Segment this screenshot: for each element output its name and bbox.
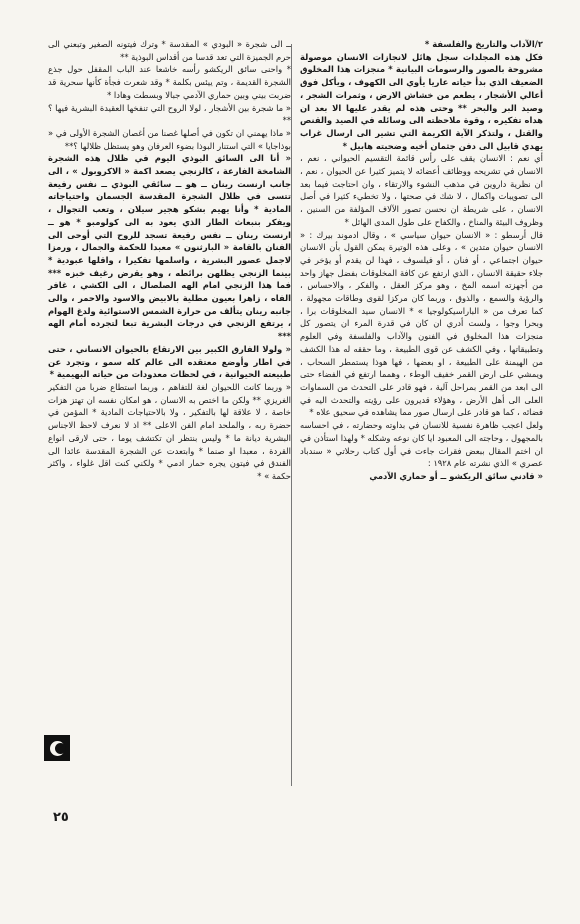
page-number: ٢٥ — [53, 810, 69, 825]
paragraph: أي نعم : الانسان يقف على رأس قائمة التقسيم الحيواني ، نعم ، الانسان في تشريحه ووظائف أعضائه لا يتميز كثيرا عن الحيوان ، نعم ، ان نظرية داروين في مذهب النشوء والارتقاء ، وان احتاجت فيما بعد الى تصويبات واكمال ، لا شك في صحتها ، ولا تخطيء كثيرا في أصل الانسان ، على شريطة ان نحسن تصور الآلاف المؤلفة من السنين ، وظروف البيئة والمناخ ، والكفاح على طول المدى الهائل * — [300, 153, 543, 227]
paragraph: فكل هذه المجلدات سجل هائل لانجازات الانسان موصولة مشروحة بالصور والرسومات البيانية * منجزات هذا المخلوق الضعيف الذي بدأ حياته عاريا يأوي الى الكهوف ، ويأكل فوق أعالي الأشجار ، يطعم من خشاش الارض ، وثمرات الشجر ، وصيد البر والبحر ** وحتى هذه لم يقدر عليها الا بعد ان هداه تفكيره ، وقوة ملاحظته الى وسائله في الصيد والقنص والقتل ، ولتذكر الآية الكريمة التي تشير الى ارسال غراب يهدي قابيل الى دفن جثمان أخيه وضحيته هابيل * — [300, 51, 543, 151]
paragraph: ــ الى شجرة « البودي » المقدسة * وترك فيتونه الصغير وتبعني الى حرم الجميزة التي تعد قدسا من أقداس البوذية ** — [48, 39, 291, 62]
paragraph: « ماذا يهمني ان تكون في أصلها غصنا من أغصان الشجرة الأولى في « بوذاجايا » التي استنار البوذا بضوء العرفان وهو يستظل ظلالها ؟** — [48, 127, 291, 151]
paragraph: « وربما كانت اللحيوان لغة للتفاهم ، وربما استطاع ضربا من التفكير الغريزي ** ولكن ما اختص به الانسان ، هو امكان نفسه ان تهتز هزات خاصة ، لا علاقة لها بالتفكير ، ولا بالاحتياجات المادية * المؤمن في حضرة ربه ، والملحد امام الفن الاعلى ** اذ لا نعرف لاحظ الاجناس البشرية ديانة ما * وليس بنتظر ان تكتشف يوما ، حتى لارقى انواع القردة ، معبدا او صنما * وابتعدت عن الشجرة المقدسة عائدا الى الفندق في فيتون يجره حمار ادمي * ولكني كنت اقل غلواء ، واكثر حكمة » * — [48, 381, 291, 481]
crescent-logo-icon — [44, 735, 70, 761]
right-column — [300, 38, 543, 483]
paragraph: ٢/الآداب والتاريخ والفلسفة * — [424, 39, 543, 49]
paragraph: « قادني سائق الريكشو ــ أو حماري الآدمي — [369, 470, 543, 481]
paragraph: « ما شجرة بين الأشجار ، لولا الروح التي تنفخها العقيدة البشرية فيها ؟** — [48, 102, 291, 126]
paragraph: ولعل اعجب ظاهرة نفسية للانسان في بداوته وحضارته ، في احساسه بالمجهول ، وحاجته الى المعبود ايا كان نوعه وشكله * ولهذا استأذن في ان اختم المقال ببعض فقرات جاءت في أول كتاب رحلاتي « سندباد عصري » الذي نشرته عام ١٩٢٨ : — [300, 420, 543, 469]
paragraph: * واحنى سائق الريكشو رأسه خاشعا عند الباب المقفل حول جذع الشجرة القديمة ، وتم ييئس بكلمة * وقد شعرت فجأة كأنها سحرية قد ضربت بيني وبين حماري الآدمي جبالا وبسطت وهادا * — [48, 64, 291, 100]
paragraph: « أنا الى السائق البوذي اليوم في ظلال هذه الشجرة الشامخة الفارعة ، كالزنجي يصعد اكمة « الاكروبول » ، الى جانب ارنست رينان ــ هو ــ سائقي البوذي ــ نفس رفيعة تتسى في ظلال الشجرة المقدسة الجسمان واحتياجاته المادية * وأنا يهيم بشكو هجير سيلان ، وتعب التجوال ، ويفكر بنبعاث الطار الذي يعود به الى كولومبو * هو ــ ارنست رينان ــ نفس رفيعة تسجد للروح التي أوحى الى الفنان بالقامة « البارثنون » معبدا للحكمة والجمال ، ورمزا لاجمل عصور البشرية ، واسلمها تفكيرا ، واقلها عبودية * بينما الزنجي يظلهن برائطه ، وهو يقرض رغيف خبزه *** فما هذا الزنجي امام الهه الصلصال ، الى الكشي ، غافر الفاه ، زاهرا بعيون مطلية بالابيض والاسود والاحمر ، والى جانبه رينان يتألف من حرارة الشمس الاستوائية ولدغ الهوام ، يرتفع الزنجي في درجات البشرية تبعا لتجرده أمام الهه *** — [48, 153, 291, 342]
paragraph: قال أرسطو : « الانسان حيوان سياسي » ، وقال ادموند بيرك : « الانسان حيوان متدين » ، وعلى هذه الوتيرة يمكن القول بأن الانسان حيوان اجتماعي ، أو فنان ، أو فيلسوف ، فهذا لن يقدم أو يؤخر في جلاء حقيقة الانسان ، الذي ارتفع عن كافة المخلوقات بفضل جهاز واحد من أجهزته اسمه المخ ، وهو مركز العقل ، والفكر ، والاحساس ، والرؤية والسمع ، والذوق ، وربما كان مركزا لقوى وطاقات مجهولة ، كما تعرف من « الباراسيكولوجيا » * الانسان سيد المخلوقات برا ، وبحرا وجوا ، ولست أدري ان كان في قدرة المرء ان يتصور كل منجزات هذا المخلوق في الفنون والآداب والفلسفة وفي العلوم وتطبيقاتها ، وفي الكشف عن قوى الطبيعة ، وما حققه له هذا الكشف من الهيمنة على الطبيعة ، او بعضها ، فها هوذا يستمطر السحاب ، ويمشي على ارض القمر خفيف الوطء ، وهمما ارتفع في الفضاء حتى الى ابعد من القمر بمراحل آلية ، فهو قادر على التحدث من السماوات العلى الى أهل الأرض ، وهؤلاء قديرون على رؤيته والتحدث اليه في فضائه ، كما هو قادر على ارسال صور مما يشاهده في سحيق علاه * — [300, 229, 543, 418]
paragraph: « ولولا الفارق الكبير بين الارتقاع بالحيوان الانساني ، حتى في اطار وأوضع معتقده الى عالم كله سمو ، وتجرد عن طبيعته الحيوانية ، في لحظات معدودات من حياته البهيمية * — [48, 343, 291, 380]
column-divider — [291, 44, 292, 786]
left-column — [48, 38, 291, 483]
